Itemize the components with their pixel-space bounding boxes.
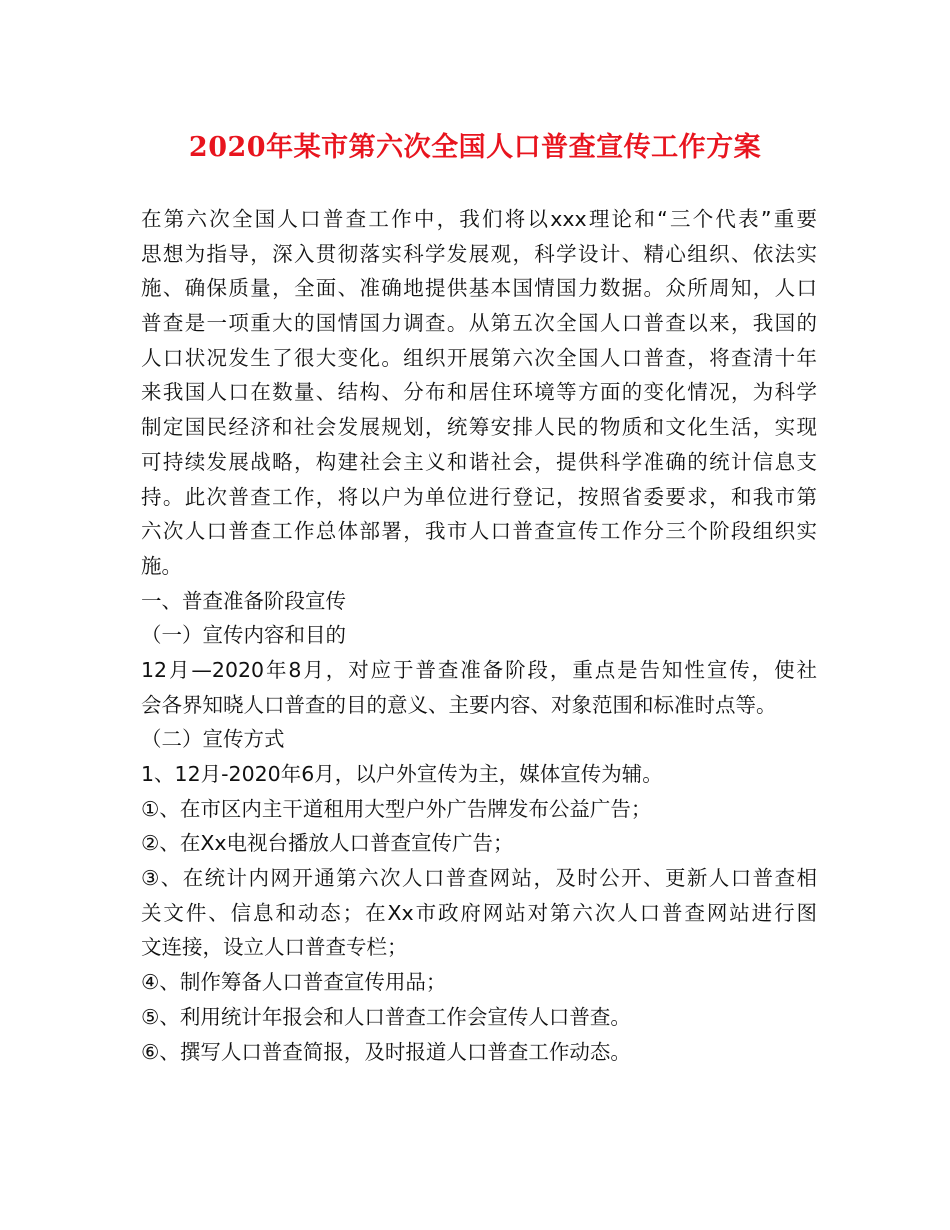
list-item: 1、12月-2020年6月，以户外宣传为主，媒体宣传为辅。: [141, 762, 663, 786]
list-item: ⑤、利用统计年报会和人口普查工作会宣传人口普查。: [141, 1004, 631, 1029]
intro-line: 六次人口普查工作总体部署，我市人口普查宣传工作分三个阶段组织实: [141, 519, 817, 544]
section-heading: 一、普查准备阶段宣传: [141, 588, 346, 613]
intro-line: 施、确保质量，全面、准确地提供基本国情国力数据。众所周知，人口: [141, 276, 817, 301]
list-item: 关文件、信息和动态；在Xx市政府网站对第六次人口普查网站进行图: [141, 900, 817, 925]
document-body: [141, 202, 817, 1069]
intro-line: 思想为指导，深入贯彻落实科学发展观，科学设计、精心组织、依法实: [141, 241, 817, 266]
intro-line: 可持续发展战略，构建社会主义和谐社会，提供科学准确的统计信息支: [141, 449, 817, 474]
list-item: 文连接，设立人口普查专栏；: [141, 935, 408, 960]
paragraph-line: 12月—2020年8月，对应于普查准备阶段，重点是告知性宣传，使社: [141, 657, 817, 682]
intro-line: 在第六次全国人口普查工作中，我们将以xxx理论和“三个代表”重要: [141, 207, 817, 231]
list-item: ④、制作筹备人口普查宣传用品；: [141, 970, 447, 995]
paragraph-line: 会各界知晓人口普查的目的意义、主要内容、对象范围和标准时点等。: [141, 692, 777, 717]
intro-line: 制定国民经济和社会发展规划，统筹安排人民的物质和文化生活，实现: [141, 415, 817, 440]
intro-line: 施。: [141, 553, 182, 578]
list-item: ①、在市区内主干道租用大型户外广告牌发布公益广告；: [141, 796, 652, 821]
intro-line: 人口状况发生了很大变化。组织开展第六次全国人口普查，将查清十年: [141, 345, 817, 370]
list-item: ⑥、撰写人口普查简报，及时报道人口普查工作动态。: [141, 1039, 631, 1064]
subsection-heading: （一）宣传内容和目的: [141, 623, 346, 648]
intro-line: 来我国人口在数量、结构、分布和居住环境等方面的变化情况，为科学: [141, 380, 817, 405]
intro-line: 普查是一项重大的国情国力调查。从第五次全国人口普查以来，我国的: [141, 311, 817, 336]
document-title: 2020年某市第六次全国人口普查宣传工作方案: [188, 132, 762, 163]
intro-line: 持。此次普查工作，将以户为单位进行登记，按照省委要求，和我市第: [141, 484, 817, 509]
list-item: ②、在Xx电视台播放人口普查宣传广告；: [141, 831, 514, 856]
subsection-heading: （二）宣传方式: [141, 727, 285, 752]
list-item: ③、在统计内网开通第六次人口普查网站，及时公开、更新人口普查相: [141, 866, 817, 891]
